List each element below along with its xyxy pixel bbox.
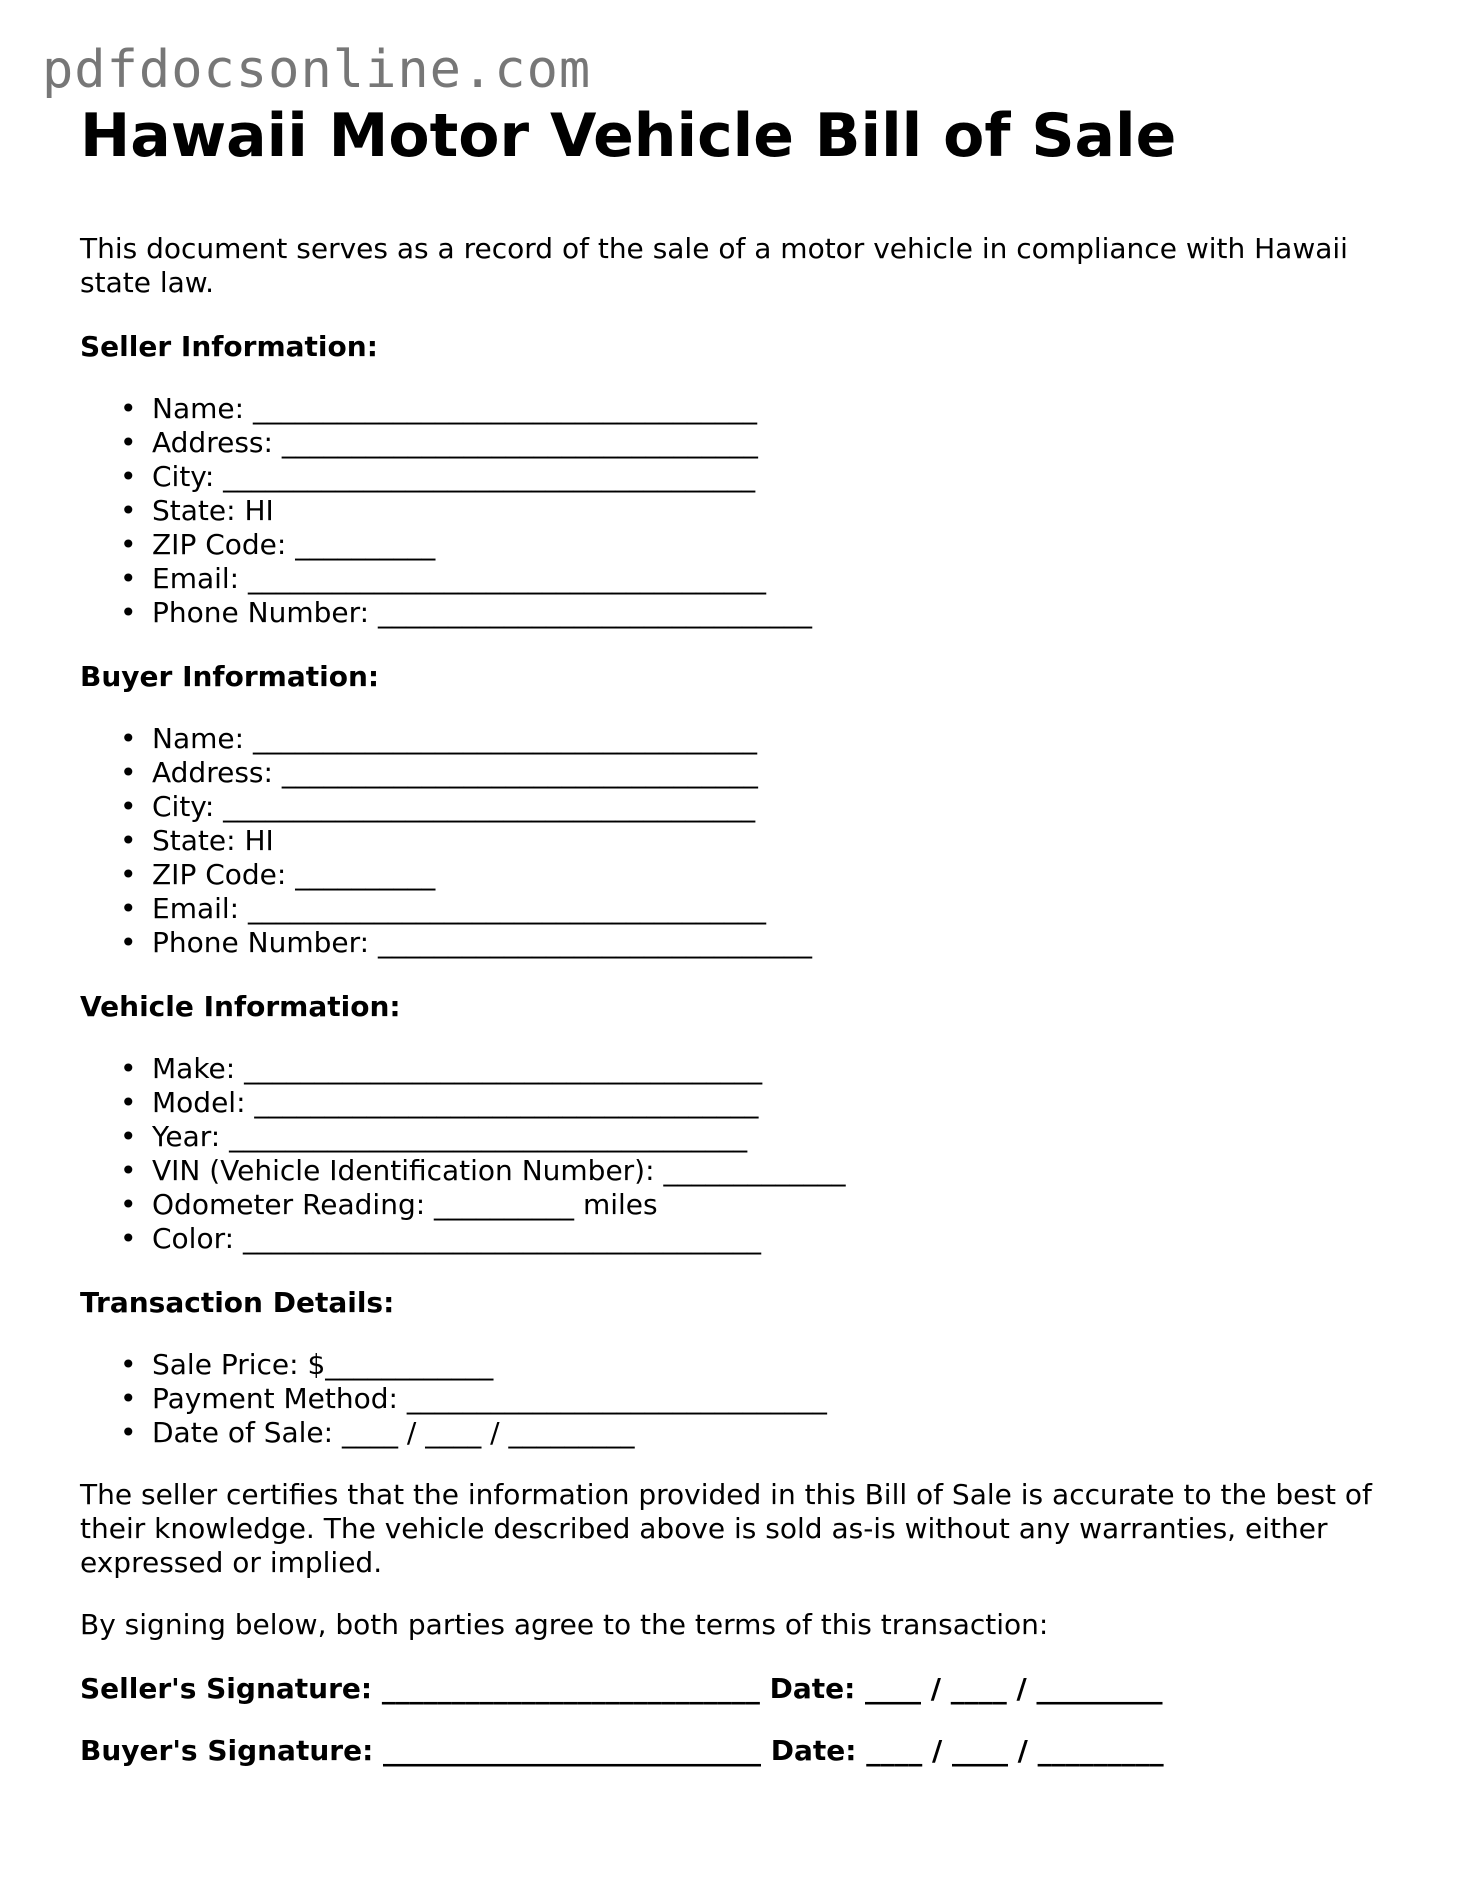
- seller-signature-line[interactable]: Seller's Signature: ___________________________ Date: ____ / ____ / _________: [80, 1672, 1163, 1705]
- vehicle-model-field[interactable]: • Model: ____________________________________: [152, 1086, 1400, 1120]
- seller-fields-list: [80, 392, 1400, 630]
- payment-method-field[interactable]: • Payment Method: ______________________________: [152, 1382, 1400, 1416]
- vehicle-year-field[interactable]: • Year: _____________________________________: [152, 1120, 1400, 1154]
- seller-city-field[interactable]: • City: ______________________________________: [152, 460, 1400, 494]
- buyer-email-field[interactable]: • Email: _____________________________________: [152, 892, 1400, 926]
- seller-email-field[interactable]: • Email: _____________________________________: [152, 562, 1400, 596]
- vehicle-fields-list: [80, 1052, 1400, 1256]
- seller-section-heading: Seller Information:: [80, 330, 378, 363]
- page-title: Hawaii Motor Vehicle Bill of Sale: [80, 101, 1177, 171]
- buyer-state-field: • State: HI: [152, 824, 1400, 858]
- buyer-fields-list: [80, 722, 1400, 960]
- seller-address-field[interactable]: • Address: __________________________________: [152, 426, 1400, 460]
- buyer-name-field[interactable]: • Name: ____________________________________: [152, 722, 1400, 756]
- intro-paragraph: This document serves as a record of the sale of a motor vehicle in compliance with Hawaii state law.: [80, 232, 1348, 299]
- vehicle-odometer-field[interactable]: • Odometer Reading: __________ miles: [152, 1188, 1400, 1222]
- seller-state-field: • State: HI: [152, 494, 1400, 528]
- buyer-phone-field[interactable]: • Phone Number: _______________________________: [152, 926, 1400, 960]
- vehicle-make-field[interactable]: • Make: _____________________________________: [152, 1052, 1400, 1086]
- vehicle-section-heading: Vehicle Information:: [80, 990, 401, 1023]
- buyer-section-heading: Buyer Information:: [80, 660, 380, 693]
- seller-zip-field[interactable]: • ZIP Code: __________: [152, 528, 1400, 562]
- agreement-paragraph: By signing below, both parties agree to the terms of this transaction:: [80, 1608, 1049, 1641]
- buyer-address-field[interactable]: • Address: __________________________________: [152, 756, 1400, 790]
- seller-name-field[interactable]: • Name: ____________________________________: [152, 392, 1400, 426]
- transaction-section-heading: Transaction Details:: [80, 1286, 395, 1319]
- buyer-city-field[interactable]: • City: ______________________________________: [152, 790, 1400, 824]
- vehicle-vin-field[interactable]: • VIN (Vehicle Identification Number): _____________: [152, 1154, 1400, 1188]
- transaction-fields-list: [80, 1348, 1400, 1450]
- certification-paragraph: The seller certifies that the information provided in this Bill of Sale is accurate to the best of their knowledge. The vehicle described above is sold as-is without any warranties, either expressed or implied.: [80, 1478, 1372, 1579]
- watermark: pdfdocsonline.com: [42, 40, 592, 100]
- buyer-zip-field[interactable]: • ZIP Code: __________: [152, 858, 1400, 892]
- date-of-sale-field[interactable]: • Date of Sale: ____ / ____ / _________: [152, 1416, 1400, 1450]
- buyer-signature-line[interactable]: Buyer's Signature: ___________________________ Date: ____ / ____ / _________: [80, 1734, 1164, 1767]
- sale-price-field[interactable]: • Sale Price: $____________: [152, 1348, 1400, 1382]
- seller-phone-field[interactable]: • Phone Number: _______________________________: [152, 596, 1400, 630]
- document-page: [80, 100, 1400, 1768]
- vehicle-color-field[interactable]: • Color: _____________________________________: [152, 1222, 1400, 1256]
